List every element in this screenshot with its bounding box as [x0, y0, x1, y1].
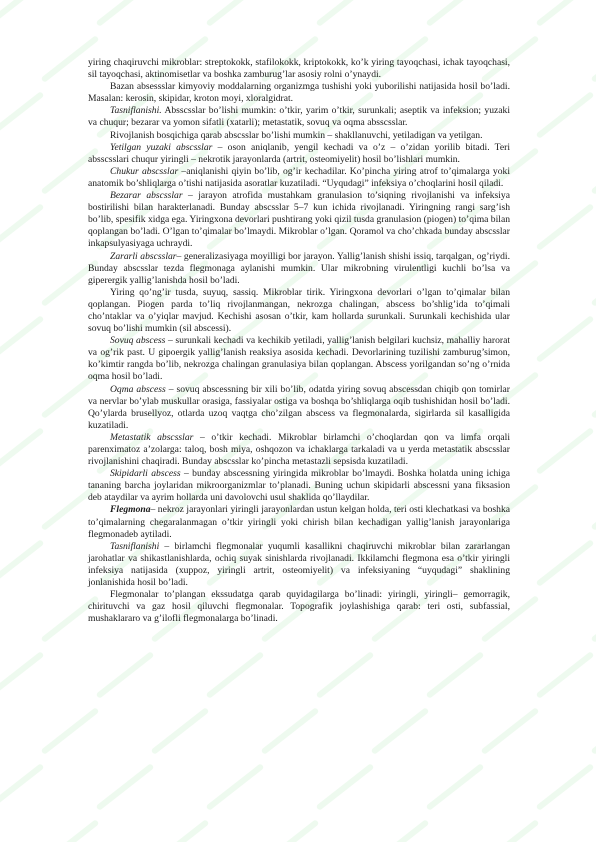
watermark-mark	[591, 483, 596, 531]
watermark-mark	[206, 651, 265, 699]
watermark-mark	[591, 147, 596, 195]
watermark-mark	[41, 707, 100, 755]
watermark-mark	[151, 819, 210, 842]
paragraph-term: Tasniflanishi	[110, 540, 160, 552]
watermark-mark	[536, 763, 595, 811]
watermark-mark	[591, 819, 596, 842]
watermark-mark	[591, 259, 596, 307]
watermark-mark	[426, 651, 485, 699]
watermark-mark	[536, 427, 595, 475]
paragraph-term: Metastatik abscsslar	[110, 431, 194, 443]
paragraph-term: Chukur abscsslar	[110, 165, 179, 177]
watermark-mark	[41, 819, 100, 842]
paragraph	[88, 105, 510, 129]
paragraph-text: – birlamchi flegmonalar yuqumli kasallikni chaqiruvchi mikroblar bilan zararlangan jarohatlar va shikastlanishlarda, ochiq suyak sinishlarda rivojlanadi. Ikkilamchi flegmona esa o’tkir yiringli infeksiya natijasida (xuppoz, yiringli artrit, osteomiyelit) va infeksiyaning “uyqudagi” shaklining jonlanishida hosil bo’ladi.	[88, 540, 510, 589]
paragraph-text: –aniqlanishi qiyin bo’lib, og’ir kechadilar. Ko’pincha yiring atrof to’qimalarga yoki anatomik bo’shliqlarga o’tishi natijasida asoratlar kuzatiladi. “Uyqudagi” infeksiya o’choqlarini hosil qiladi.	[88, 165, 510, 189]
paragraph	[88, 468, 510, 504]
watermark-mark	[0, 763, 44, 811]
paragraph-text: – oson aniqlanib, yengil kechadi va o’z – o’zidan yorilib bitadi. Teri absscsslari chuqur yiringli – nekrotik jarayonlarda (artrit, osteomiyelit) hosil bo’lishlari mumkin.	[88, 141, 510, 165]
watermark-mark	[206, 0, 265, 27]
paragraph-text: yiring chaqiruvchi mikroblar: streptokokk, stafilokokk, kriptokokk, ko’k yiring tayoqchasi, ichak tayoqchasi, sil tayoqchasi, aktinomisetlar va boshka zamburug’lar asosiy rolni o’ynaydi.	[88, 57, 510, 81]
paragraph-text: Bazan absessslar kimyoviy moddalarning organizmga tushishi yoki yuborilishi natijasida hosil bo’ladi. Masalan: kerosin, skipidar, kroton moyi, xloralgidrat.	[88, 81, 510, 105]
document-page	[88, 57, 510, 625]
paragraph	[88, 81, 510, 105]
watermark-mark	[316, 763, 375, 811]
watermark-mark	[536, 539, 595, 587]
watermark-mark	[371, 707, 430, 755]
paragraph-term: Oqma abscess	[110, 383, 166, 395]
watermark-mark	[591, 595, 596, 643]
watermark-mark	[481, 819, 540, 842]
paragraph-term: Flegmona	[110, 504, 151, 516]
paragraph-text: – jarayon atrofida mustahkam granulasion to’siqning rivojlanishi va infeksiya bostirilishi bilan harakterlanadi. Bunday abscsslar 5–7 kun ichida rivojlanadi. Yiringning rangi sarg’ish bo’lib, spesifik xidga ega. Yiringxona devorlari pushtirang yoki qizil tusda granulasion (piogen) to’qima bilan qoplangan bo’ladi. O’lgan to’qimalar bo’lmaydi. Mikroblar o’lgan. Qoramol va cho’chkada bunday abscsslar inkapsulyasiyaga uchraydi.	[88, 190, 510, 250]
paragraph	[88, 190, 510, 250]
watermark-mark	[536, 91, 595, 139]
watermark-mark	[0, 651, 44, 699]
watermark-mark	[96, 0, 155, 27]
watermark-mark	[536, 203, 595, 251]
paragraph-text: – surunkali kechadi va kechikib yetiladi, yallig’lanish belgilari kuchsiz, mahalliy harorat va og’rik past. U gipoergik yallig’lanish reaksiya asosida kechadi. Devorlarining tuzilishi zamburug’simon, ko’kimtir rangda bo’lib, nekrozga chalingan granulasiya bilan qoplangan. Abscess yorilgandan so’ng o’rnida oqma hosil bo’ladi.	[88, 335, 511, 383]
paragraph	[88, 166, 510, 190]
paragraph-text: Absscsslar bo’lishi mumkin: o’tkir, yarim o’tkir, surunkali; aseptik va infeksion; yuzaki va chuqur; bezarar va yomon sifatli (xatarli); metastatik, sovuq va oqma absscsslar.	[88, 105, 510, 129]
watermark-mark	[96, 763, 155, 811]
paragraph	[88, 589, 510, 625]
watermark-mark	[261, 819, 320, 842]
paragraph-term: Sovuq abscess	[110, 335, 166, 347]
paragraph-term: Bezarar abscsslar	[110, 190, 183, 202]
paragraph	[88, 504, 510, 540]
paragraph	[88, 541, 510, 589]
paragraph-text: Yiring qo’ng’ir tusda, suyuq, sassiq. Mikroblar tirik. Yiringxona devorlari o’lgan to’qimalar bilan qoplangan. Piogen parda to’liq rivojlanmangan, nekrozga chalingan, abscess bo’shlig’ida to’qimali cho’ntaklar va o’yiqlar mavjud. Kechishi asosan o’tkir, kam hollarda surunkali. Surunkali kechishida ular sovuq bo’lishi mumkin (sil abscessi).	[88, 286, 510, 335]
paragraph-text: generalizasiyaga moyilligi bor jarayon. Yallig’lanish shishi issiq, tarqalgan, og’riydi. Bunday abscsslar tezda flegmonaga aylanishi mumkin. Ular mikrobning virulentligi kuchli bo’lsa va giperergik yallig’lanishda hosil bo’ladi.	[88, 250, 511, 286]
watermark-mark	[426, 763, 485, 811]
watermark-mark	[591, 371, 596, 419]
watermark-mark	[151, 707, 210, 755]
watermark-mark	[0, 91, 44, 139]
watermark-mark	[0, 0, 44, 27]
paragraph-term: Skipidarli abscess	[110, 468, 181, 480]
watermark-mark	[481, 707, 540, 755]
paragraph-text: – o’tkir kechadi. Mikroblar birlamchi o’choqlardan qon va limfa orqali parenximatoz a’zolarga: taloq, bosh miya, oshqozon va ichaklarga tarkaladi va u yerda metastatik abscsslar rivojlanishini chaqiradi. Bunday abscsslar ko’pincha metastazli sepsisda kuzatiladi.	[88, 431, 510, 468]
watermark-mark	[536, 651, 595, 699]
paragraph	[88, 130, 510, 142]
paragraph-text: – sovuq abscessning bir xili bo’lib, odatda yiring sovuq abscessdan chiqib qon tomirlar va nervlar bo’ylab muskullar orasiga, fassiyalar ostiga va boshqa bo’shliqlarga oqib tushishidan hosil bo’ladi. Qo’ylarda brusellyoz, otlarda uzoq vaqtga cho’zilgan abscess va flegmonalarda, sigirlarda sil kasalligida kuzatiladi.	[88, 383, 510, 431]
paragraph-term: Yetilgan yuzaki abscsslar	[110, 141, 213, 153]
paragraph-text: – nekroz jarayonlari yiringli jarayonlardan ustun kelgan holda, teri osti klechatkasi va boshka to’qimalarning chegaralanmagan o’tkir yiringli yoki chirish bilan kechadigan yallig’lanish jarayonlariga flegmonadeb aytiladi.	[88, 504, 510, 540]
watermark-mark	[536, 315, 595, 363]
watermark-mark	[316, 0, 375, 27]
watermark-mark	[0, 315, 44, 363]
paragraph-term: Zararli abscsslar–	[110, 250, 182, 262]
watermark-mark	[426, 0, 485, 27]
paragraph	[88, 142, 510, 166]
paragraph	[88, 287, 510, 335]
watermark-mark	[0, 539, 44, 587]
paragraph-text: – bunday abscessning yiringida mikroblar bo’lmaydi. Boshka holatda uning ichiga tananing barcha joylaridan mikroorganizmlar to’planadi. Buning uchun skipidarli abscessni yana fiksasion deb ataydilar va ayrim hollarda uni davolovchi usul shaklida qo’llaydilar.	[88, 468, 510, 504]
paragraph-text: Rivojlanish bosqichiga qarab abscsslar bo’lishi mumkin – shakllanuvchi, yetiladigan va yetilgan.	[110, 129, 483, 141]
paragraph	[88, 384, 510, 432]
watermark-mark	[316, 651, 375, 699]
paragraph	[88, 251, 510, 287]
watermark-mark	[0, 203, 44, 251]
watermark-mark	[371, 819, 430, 842]
paragraph	[88, 57, 510, 81]
watermark-mark	[536, 0, 595, 27]
paragraph	[88, 432, 510, 468]
paragraph-term: Tasniflanishi.	[110, 105, 162, 117]
watermark-mark	[206, 763, 265, 811]
watermark-mark	[0, 427, 44, 475]
watermark-mark	[96, 651, 155, 699]
paragraph	[88, 335, 510, 383]
watermark-mark	[591, 707, 596, 755]
watermark-mark	[261, 707, 320, 755]
watermark-mark	[591, 35, 596, 83]
paragraph-text: Flegmonalar to’plangan ekssudatga qarab quyidagilarga bo’linadi: yiringli, yiringli– gemorragik, chirituvchi va gaz hosil qiluvchi flegmonalar. Topografik joylashishiga qarab: teri osti, subfassial, mushaklararo va g’ilofli flegmonalarga bo’linadi.	[88, 589, 510, 625]
